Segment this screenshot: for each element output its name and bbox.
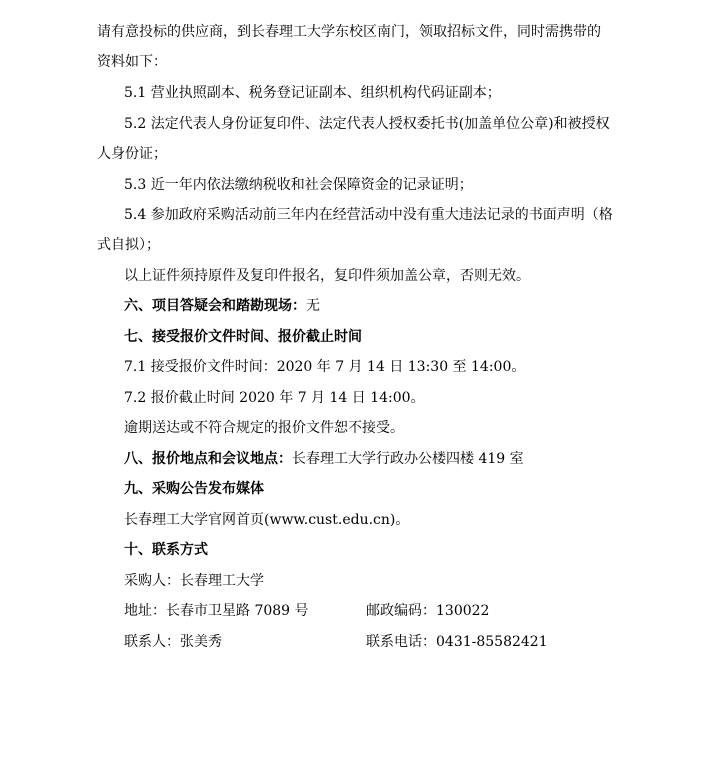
- item-5-1: 5.1 营业执照副本、税务登记证副本、组织机构代码证副本；: [124, 85, 501, 101]
- intro-paragraph-line-1: 请有意投标的供应商，到长春理工大学东校区南门，领取招标文件，同时需携带的: [97, 24, 601, 40]
- postcode: 邮政编码：130022: [366, 603, 490, 619]
- section-10-heading: 十、联系方式: [124, 542, 208, 558]
- late-submission-note: 逾期送达或不符合规定的报价文件恕不接受。: [124, 420, 404, 436]
- item-5-4-line-2: 式自拟）；: [97, 237, 160, 253]
- section-8: [124, 449, 524, 469]
- section-8-heading: 八、报价地点和会议地点：: [124, 451, 292, 467]
- purchaser: 采购人：长春理工大学: [124, 573, 264, 589]
- item-7-2: 7.2 报价截止时间 2020 年 7 月 14 日 14:00。: [124, 390, 425, 406]
- documents-note: 以上证件须持原件及复印件报名，复印件须加盖公章，否则无效。: [124, 268, 530, 284]
- section-6-value: 无: [306, 298, 320, 314]
- contact-person: 联系人：张美秀: [124, 634, 222, 650]
- item-5-3: 5.3 近一年内依法缴纳税收和社会保障资金的记录证明；: [124, 177, 473, 193]
- item-5-4-line-1: 5.4 参加政府采购活动前三年内在经营活动中没有重大违法记录的书面声明（格: [124, 207, 613, 223]
- section-7-heading: 七、接受报价文件时间、报价截止时间: [124, 329, 362, 345]
- item-5-2-line-1: 5.2 法定代表人身份证复印件、法定代表人授权委托书(加盖单位公章)和被授权: [124, 116, 610, 132]
- section-6: [124, 296, 320, 316]
- section-9-value: 长春理工大学官网首页(www.cust.edu.cn)。: [124, 512, 410, 528]
- item-7-1: 7.1 接受报价文件时间：2020 年 7 月 14 日 13:30 至 14:00。: [124, 359, 526, 375]
- section-9-heading: 九、采购公告发布媒体: [124, 481, 264, 497]
- item-5-2-line-2: 人身份证；: [97, 146, 167, 162]
- intro-paragraph-line-2: 资料如下：: [97, 54, 167, 70]
- section-6-heading: 六、项目答疑会和踏勘现场：: [124, 298, 306, 314]
- contact-phone: 联系电话：0431-85582421: [366, 634, 548, 650]
- section-8-value: 长春理工大学行政办公楼四楼 419 室: [292, 451, 524, 467]
- address: 地址：长春市卫星路 7089 号: [124, 603, 309, 619]
